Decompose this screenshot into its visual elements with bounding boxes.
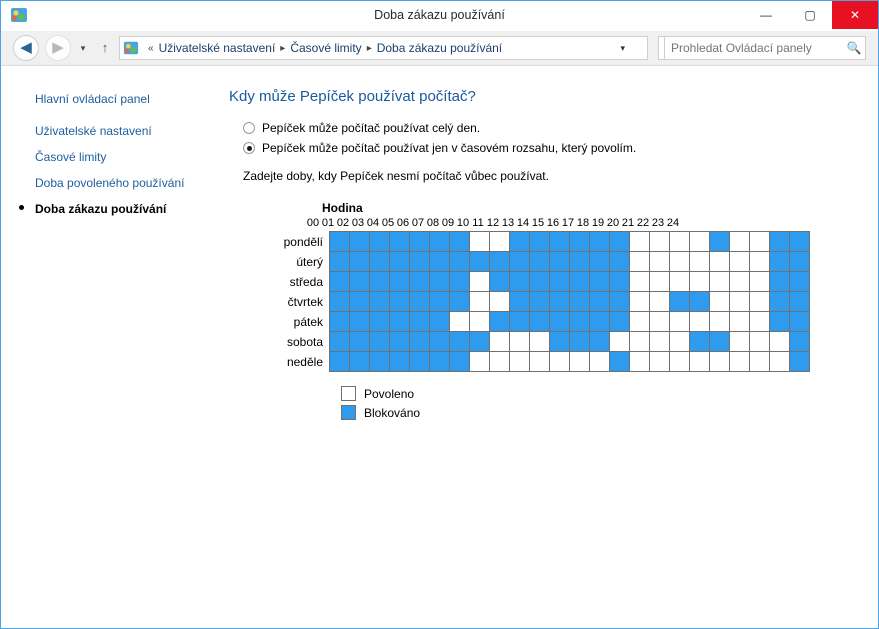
- grid-cell[interactable]: [350, 232, 370, 252]
- grid-cell[interactable]: [670, 312, 690, 332]
- grid-cell[interactable]: [410, 252, 430, 272]
- grid-cell[interactable]: [410, 272, 430, 292]
- grid-cell[interactable]: [590, 312, 610, 332]
- radio-option-all-day[interactable]: [229, 121, 860, 135]
- hour-axis-label: Hodina: [322, 201, 363, 215]
- hour-tick-10: 10: [456, 217, 470, 229]
- grid-cell[interactable]: [490, 352, 510, 372]
- sidebar-item-user-settings[interactable]: [1, 118, 211, 144]
- hour-tick-08: 08: [426, 217, 440, 229]
- grid-cell[interactable]: [470, 232, 490, 252]
- hour-tick-12: 12: [486, 217, 500, 229]
- grid-cell[interactable]: [330, 332, 350, 352]
- grid-cell[interactable]: [550, 232, 570, 252]
- forward-button[interactable]: ▶: [45, 35, 71, 61]
- grid-cell[interactable]: [470, 332, 490, 352]
- grid-cell[interactable]: [470, 292, 490, 312]
- grid-cell[interactable]: [730, 252, 750, 272]
- day-label: pátek: [293, 315, 323, 329]
- grid-cell[interactable]: [390, 272, 410, 292]
- radio-icon-range[interactable]: [243, 142, 255, 154]
- grid-cell[interactable]: [770, 352, 790, 372]
- grid-cell[interactable]: [710, 352, 730, 372]
- grid-cell[interactable]: [790, 232, 810, 252]
- legend-item-allowed: [341, 386, 860, 401]
- grid-cell[interactable]: [770, 272, 790, 292]
- grid-cell[interactable]: [390, 252, 410, 272]
- grid-cell[interactable]: [630, 332, 650, 352]
- grid-cell[interactable]: [610, 232, 630, 252]
- grid-cell[interactable]: [590, 292, 610, 312]
- grid-cells[interactable]: [329, 231, 810, 372]
- grid-cell[interactable]: [730, 272, 750, 292]
- grid-cell[interactable]: [450, 252, 470, 272]
- breadcrumb-item-2[interactable]: Doba zákazu používání: [376, 41, 503, 55]
- day-label: pondělí: [283, 235, 323, 249]
- sidebar: [1, 66, 211, 222]
- grid-cell[interactable]: [390, 332, 410, 352]
- grid-cell[interactable]: [370, 332, 390, 352]
- grid-cell[interactable]: [610, 272, 630, 292]
- grid-cell[interactable]: [530, 292, 550, 312]
- sidebar-item-label: Časové limity: [35, 150, 107, 164]
- grid-cell[interactable]: [730, 312, 750, 332]
- hour-tick-02: 02: [336, 217, 350, 229]
- grid-cell[interactable]: [610, 332, 630, 352]
- day-label-column: [275, 231, 329, 372]
- grid-cell[interactable]: [510, 272, 530, 292]
- grid-cell[interactable]: [530, 332, 550, 352]
- radio-icon-all-day[interactable]: [243, 122, 255, 134]
- grid-cell[interactable]: [330, 232, 350, 252]
- grid-cell[interactable]: [610, 252, 630, 272]
- grid-cell[interactable]: [350, 352, 370, 372]
- grid-cell[interactable]: [390, 292, 410, 312]
- grid-cell[interactable]: [510, 252, 530, 272]
- grid-cell[interactable]: [590, 352, 610, 372]
- grid-cell[interactable]: [730, 232, 750, 252]
- breadcrumb[interactable]: [119, 36, 648, 60]
- grid-cell[interactable]: [630, 272, 650, 292]
- grid-cell[interactable]: [470, 252, 490, 272]
- hour-tick-07: 07: [411, 217, 425, 229]
- grid-cell[interactable]: [690, 272, 710, 292]
- radio-label-all-day: Pepíček může počítač používat celý den.: [262, 121, 481, 135]
- grid-cell[interactable]: [650, 312, 670, 332]
- grid-cell[interactable]: [370, 252, 390, 272]
- search-box[interactable]: [664, 36, 866, 60]
- grid-cell[interactable]: [410, 232, 430, 252]
- hour-tick-06: 06: [396, 217, 410, 229]
- grid-cell[interactable]: [650, 232, 670, 252]
- grid-cell[interactable]: [330, 352, 350, 372]
- grid-cell[interactable]: [790, 352, 810, 372]
- minimize-button[interactable]: —: [744, 1, 788, 29]
- day-label: čtvrtek: [287, 295, 323, 309]
- grid-cell[interactable]: [630, 252, 650, 272]
- window-controls: [744, 1, 878, 29]
- grid-cell[interactable]: [570, 312, 590, 332]
- sidebar-item-label: Doba povoleného používání: [35, 176, 185, 190]
- address-bar: [1, 31, 878, 66]
- grid-cell[interactable]: [550, 312, 570, 332]
- grid-cell[interactable]: [350, 312, 370, 332]
- grid-cell[interactable]: [530, 312, 550, 332]
- hour-tick-15: 15: [531, 217, 545, 229]
- grid-cell[interactable]: [430, 352, 450, 372]
- grid-cell[interactable]: [350, 252, 370, 272]
- window-title: Doba zákazu používání: [374, 8, 505, 22]
- sidebar-item-label: Uživatelské nastavení: [35, 124, 152, 138]
- day-label: sobota: [286, 335, 323, 349]
- search-icon: 🔍: [846, 41, 862, 55]
- grid-cell[interactable]: [650, 252, 670, 272]
- hour-tick-21: 21: [621, 217, 635, 229]
- grid-cell[interactable]: [410, 332, 430, 352]
- hour-tick-05: 05: [381, 217, 395, 229]
- day-label: neděle: [286, 355, 323, 369]
- grid-cell[interactable]: [470, 272, 490, 292]
- sidebar-item-home[interactable]: [1, 86, 211, 112]
- grid-cell[interactable]: [610, 292, 630, 312]
- grid-cell[interactable]: [590, 232, 610, 252]
- grid-cell[interactable]: [590, 332, 610, 352]
- grid-cell[interactable]: [470, 312, 490, 332]
- grid-cell[interactable]: [570, 292, 590, 312]
- grid-cell[interactable]: [770, 252, 790, 272]
- grid-cell[interactable]: [550, 252, 570, 272]
- grid-cell[interactable]: [650, 332, 670, 352]
- hour-tick-24: 24: [666, 217, 680, 229]
- grid-cell[interactable]: [630, 312, 650, 332]
- grid-cell[interactable]: [670, 272, 690, 292]
- grid-cell[interactable]: [550, 272, 570, 292]
- grid-cell[interactable]: [690, 292, 710, 312]
- recent-locations-icon[interactable]: ▾: [80, 43, 86, 53]
- grid-cell[interactable]: [410, 352, 430, 372]
- hour-tick-row: [308, 217, 860, 229]
- grid-cell[interactable]: [490, 252, 510, 272]
- grid-cell[interactable]: [430, 312, 450, 332]
- hour-tick-16: 16: [546, 217, 560, 229]
- legend-item-blocked: [341, 405, 860, 420]
- grid-cell[interactable]: [570, 232, 590, 252]
- grid-cell[interactable]: [330, 312, 350, 332]
- grid-cell[interactable]: [730, 352, 750, 372]
- grid-cell[interactable]: [350, 292, 370, 312]
- grid-cell[interactable]: [670, 252, 690, 272]
- grid-cell[interactable]: [670, 352, 690, 372]
- grid-cell[interactable]: [690, 312, 710, 332]
- grid-cell[interactable]: [630, 352, 650, 372]
- grid-cell[interactable]: [330, 252, 350, 272]
- maximize-button[interactable]: ▢: [788, 1, 832, 29]
- grid-cell[interactable]: [650, 352, 670, 372]
- grid-cell[interactable]: [770, 232, 790, 252]
- main-panel: [211, 66, 878, 627]
- day-label: úterý: [296, 255, 323, 269]
- grid-cell[interactable]: [530, 252, 550, 272]
- grid-cell[interactable]: [590, 252, 610, 272]
- grid-cell[interactable]: [750, 232, 770, 252]
- content-area: [1, 66, 878, 627]
- grid-cell[interactable]: [710, 312, 730, 332]
- grid-cell[interactable]: [430, 232, 450, 252]
- hour-tick-18: 18: [576, 217, 590, 229]
- grid-cell[interactable]: [390, 312, 410, 332]
- hour-tick-01: 01: [321, 217, 335, 229]
- radio-option-range[interactable]: [229, 141, 860, 155]
- grid-cell[interactable]: [450, 232, 470, 252]
- grid-cell[interactable]: [790, 312, 810, 332]
- hour-tick-14: 14: [516, 217, 530, 229]
- breadcrumb-item-0[interactable]: Uživatelské nastavení: [158, 41, 276, 55]
- grid-cell[interactable]: [550, 332, 570, 352]
- grid-cell[interactable]: [570, 252, 590, 272]
- hour-tick-17: 17: [561, 217, 575, 229]
- grid-cell[interactable]: [510, 292, 530, 312]
- grid-cell[interactable]: [530, 272, 550, 292]
- sidebar-item-time-limits[interactable]: [1, 144, 211, 170]
- hour-tick-11: 11: [472, 217, 484, 229]
- grid-cell[interactable]: [550, 352, 570, 372]
- grid-cell[interactable]: [670, 332, 690, 352]
- grid-cell[interactable]: [370, 352, 390, 372]
- grid-cell[interactable]: [350, 272, 370, 292]
- grid-cell[interactable]: [630, 232, 650, 252]
- grid-cell[interactable]: [650, 272, 670, 292]
- grid-cell[interactable]: [470, 352, 490, 372]
- grid-cell[interactable]: [750, 352, 770, 372]
- legend-swatch-allowed: [341, 386, 356, 401]
- hour-tick-19: 19: [591, 217, 605, 229]
- breadcrumb-control-panel-icon: [123, 40, 139, 56]
- grid-cell[interactable]: [670, 292, 690, 312]
- grid-cell[interactable]: [750, 272, 770, 292]
- grid-cell[interactable]: [750, 312, 770, 332]
- grid-cell[interactable]: [690, 352, 710, 372]
- grid-row: [330, 332, 810, 352]
- hour-tick-13: 13: [501, 217, 515, 229]
- sidebar-item-allowed-time[interactable]: [1, 170, 211, 196]
- grid-cell[interactable]: [490, 232, 510, 252]
- grid-cell[interactable]: [410, 312, 430, 332]
- grid-cell[interactable]: [710, 232, 730, 252]
- grid-cell[interactable]: [770, 312, 790, 332]
- grid-cell[interactable]: [450, 352, 470, 372]
- sidebar-item-blocked-time[interactable]: [1, 196, 211, 222]
- grid-cell[interactable]: [750, 332, 770, 352]
- grid-cell[interactable]: [430, 252, 450, 272]
- grid-row: [330, 312, 810, 332]
- grid-cell[interactable]: [790, 252, 810, 272]
- title-bar: [1, 1, 878, 31]
- grid-row: [330, 272, 810, 292]
- grid-cell[interactable]: [450, 272, 470, 292]
- grid-cell[interactable]: [750, 252, 770, 272]
- grid-cell[interactable]: [370, 312, 390, 332]
- grid-cell[interactable]: [570, 332, 590, 352]
- grid-cell[interactable]: [490, 332, 510, 352]
- grid-cell[interactable]: [450, 312, 470, 332]
- legend-label-blocked: Blokováno: [364, 405, 421, 420]
- back-button[interactable]: ◀: [13, 35, 39, 61]
- legend-swatch-blocked: [341, 405, 356, 420]
- up-button[interactable]: ↑: [101, 40, 109, 55]
- grid-cell[interactable]: [510, 332, 530, 352]
- grid-cell[interactable]: [570, 352, 590, 372]
- grid-cell[interactable]: [370, 292, 390, 312]
- grid-cell[interactable]: [750, 292, 770, 312]
- day-label: středa: [289, 275, 323, 289]
- grid-cell[interactable]: [550, 292, 570, 312]
- grid-cell[interactable]: [330, 292, 350, 312]
- grid-cell[interactable]: [610, 352, 630, 372]
- grid-cell[interactable]: [650, 292, 670, 312]
- grid-cell[interactable]: [510, 312, 530, 332]
- hour-tick-00: 00: [306, 217, 320, 229]
- grid-cell[interactable]: [770, 292, 790, 312]
- grid-cell[interactable]: [350, 332, 370, 352]
- grid-cell[interactable]: [430, 292, 450, 312]
- page-title: Kdy může Pepíček používat počítač?: [229, 88, 476, 105]
- sidebar-item-label: Doba zákazu používání: [35, 202, 167, 216]
- grid-cell[interactable]: [430, 332, 450, 352]
- search-input[interactable]: [665, 40, 843, 56]
- hour-tick-04: 04: [366, 217, 380, 229]
- bullet-icon: [19, 205, 24, 210]
- grid-row: [330, 252, 810, 272]
- grid-cell[interactable]: [330, 272, 350, 292]
- grid-cell[interactable]: [450, 292, 470, 312]
- grid-cell[interactable]: [610, 312, 630, 332]
- grid-cell[interactable]: [370, 272, 390, 292]
- close-button[interactable]: ✕: [832, 1, 878, 29]
- grid-cell[interactable]: [390, 232, 410, 252]
- legend: [341, 386, 860, 420]
- chevron-down-icon[interactable]: ▾: [620, 43, 625, 53]
- grid-row: [330, 292, 810, 312]
- grid-cell[interactable]: [710, 272, 730, 292]
- grid-row: [330, 352, 810, 372]
- grid-cell[interactable]: [530, 352, 550, 372]
- grid-cell[interactable]: [390, 352, 410, 372]
- grid-cell[interactable]: [690, 332, 710, 352]
- grid-cell[interactable]: [730, 332, 750, 352]
- grid-cell[interactable]: [430, 272, 450, 292]
- grid-cell[interactable]: [530, 232, 550, 252]
- schedule-grid[interactable]: [275, 201, 860, 420]
- grid-cell[interactable]: [410, 292, 430, 312]
- grid-cell[interactable]: [770, 332, 790, 352]
- sidebar-item-label: Hlavní ovládací panel: [35, 92, 150, 106]
- radio-label-range: Pepíček může počítač používat jen v časovém rozsahu, který povolím.: [262, 141, 637, 155]
- hour-tick-20: 20: [606, 217, 620, 229]
- grid-cell[interactable]: [490, 272, 510, 292]
- grid-cell[interactable]: [710, 292, 730, 312]
- instruction-text: Zadejte doby, kdy Pepíček nesmí počítač vůbec používat.: [243, 169, 549, 183]
- grid-cell[interactable]: [490, 292, 510, 312]
- legend-label-allowed: Povoleno: [364, 386, 415, 401]
- hour-tick-23: 23: [651, 217, 665, 229]
- grid-cell[interactable]: [790, 332, 810, 352]
- grid-cell[interactable]: [670, 232, 690, 252]
- grid-cell[interactable]: [790, 292, 810, 312]
- grid-cell[interactable]: [490, 312, 510, 332]
- grid-cell[interactable]: [510, 352, 530, 372]
- grid-cell[interactable]: [510, 232, 530, 252]
- grid-cell[interactable]: [730, 292, 750, 312]
- grid-cell[interactable]: [450, 332, 470, 352]
- chevron-right-icon-1[interactable]: ▸: [366, 42, 372, 54]
- breadcrumb-item-1[interactable]: Časové limity: [290, 41, 362, 55]
- grid-cell[interactable]: [710, 332, 730, 352]
- chevron-right-icon-0[interactable]: ▸: [280, 42, 286, 54]
- grid-cell[interactable]: [570, 272, 590, 292]
- grid-cell[interactable]: [690, 232, 710, 252]
- grid-cell[interactable]: [370, 232, 390, 252]
- grid-cell[interactable]: [790, 272, 810, 292]
- hour-tick-22: 22: [636, 217, 650, 229]
- grid-cell[interactable]: [710, 252, 730, 272]
- grid-cell[interactable]: [690, 252, 710, 272]
- grid-cell[interactable]: [630, 292, 650, 312]
- grid-row: [330, 232, 810, 252]
- breadcrumb-overflow-icon[interactable]: «: [148, 42, 154, 54]
- hour-tick-03: 03: [351, 217, 365, 229]
- grid-cell[interactable]: [590, 272, 610, 292]
- hour-tick-09: 09: [441, 217, 455, 229]
